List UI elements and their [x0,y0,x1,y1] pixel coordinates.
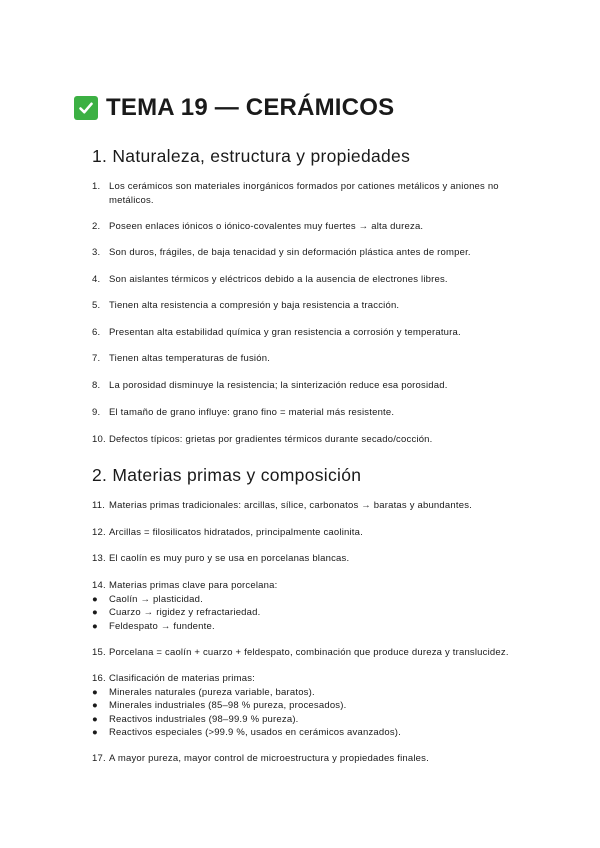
list-item [92,406,532,420]
bullet-text: Minerales naturales (pureza variable, baratos). [109,686,315,698]
item-text: Porcelana = caolín + cuarzo + feldespato, combinación que produce dureza y translucidez. [109,647,509,658]
list-item [92,552,532,566]
bullet-text: Caolín → plasticidad. [109,593,203,605]
bullet-dot-icon: ● [92,593,98,605]
bullet-item [92,593,532,607]
item-text: El caolín es muy puro y se usa en porcelanas blancas. [109,553,350,564]
item-number: 7. [92,353,101,364]
item-number: 15. [92,647,106,658]
title-text: TEMA 19 — CERÁMICOS [106,94,395,121]
item-number: 3. [92,247,101,258]
item-number: 13. [92,553,106,564]
bullet-dot-icon: ● [92,607,98,618]
list-item [92,646,532,660]
item-number: 16. [92,673,106,684]
item-number: 9. [92,407,101,418]
bullet-item [92,606,532,620]
item-text: Materias primas tradicionales: arcillas, sílice, carbonatos → baratas y abundantes. [109,500,472,511]
item-text: Tienen altas temperaturas de fusión. [109,353,271,364]
item-text: Presentan alta estabilidad química y gran resistencia a corrosión y temperatura. [109,327,461,338]
section-heading-1: 1. Naturaleza, estructura y propiedades [92,146,411,166]
item-text: Poseen enlaces iónicos o iónico-covalentes muy fuertes → alta dureza. [109,221,424,232]
item-text: Los cerámicos son materiales inorgánicos formados por cationes metálicos y aniones no metálicos. [109,181,499,206]
list-item [92,352,532,366]
bullet-item [92,686,532,700]
item-number: 10. [92,434,106,445]
item-number: 11. [92,500,106,511]
section-heading-2: 2. Materias primas y composición [92,465,362,485]
item-text: Son aislantes térmicos y eléctricos debido a la ausencia de electrones libres. [109,274,448,285]
list-item [92,273,532,287]
item-number: 2. [92,221,101,232]
item-text: La porosidad disminuye la resistencia; la sinterización reduce esa porosidad. [109,380,448,391]
list-item [92,326,532,340]
item-number: 6. [92,327,101,338]
bullet-item [92,726,532,740]
item-number: 14. [92,580,106,591]
item-number: 5. [92,300,101,311]
item-text: Son duros, frágiles, de baja tenacidad y sin deformación plástica antes de romper. [109,247,471,258]
bullet-item [92,713,532,727]
bullet-dot-icon: ● [92,727,98,738]
bullet-text: Feldespato → fundente. [109,620,215,632]
list-item [92,526,532,540]
document-title [74,94,394,122]
list-item [92,246,532,260]
list-item [92,299,532,313]
bullet-item [92,699,532,713]
list-item [92,433,532,447]
list-item [92,752,532,766]
bullet-dot-icon: ● [92,686,98,698]
list-item [92,579,532,633]
bullet-item [92,620,532,634]
bullet-text: Cuarzo → rigidez y refractariedad. [109,607,261,618]
item-text: Clasificación de materias primas: [109,673,255,684]
bullet-text: Minerales industriales (85–98 % pureza, procesados). [109,700,347,711]
item-number: 1. [92,181,101,192]
bullet-text: Reactivos especiales (>99.9 %, usados en cerámicos avanzados). [109,727,402,738]
bullet-dot-icon: ● [92,713,98,725]
item-text: Arcillas = filosilicatos hidratados, principalmente caolinita. [109,527,363,538]
bullet-text: Reactivos industriales (98–99.9 % pureza). [109,713,299,725]
item-text: Materias primas clave para porcelana: [109,580,278,591]
item-text: Tienen alta resistencia a compresión y baja resistencia a tracción. [109,300,400,311]
item-text: Defectos típicos: grietas por gradientes térmicos durante secado/cocción. [109,434,433,445]
list-item [92,379,532,393]
list-item [92,672,532,740]
item-number: 12. [92,527,106,538]
item-number: 8. [92,380,101,391]
list-item [92,220,532,234]
bullet-dot-icon: ● [92,700,98,711]
bullet-dot-icon: ● [92,620,98,632]
item-text: El tamaño de grano influye: grano fino = material más resistente. [109,407,395,418]
item-number: 4. [92,274,101,285]
item-text: A mayor pureza, mayor control de microestructura y propiedades finales. [109,753,429,764]
list-item [92,180,532,207]
list-item [92,499,532,513]
check-mark-icon [74,96,98,120]
item-number: 17. [92,753,106,764]
